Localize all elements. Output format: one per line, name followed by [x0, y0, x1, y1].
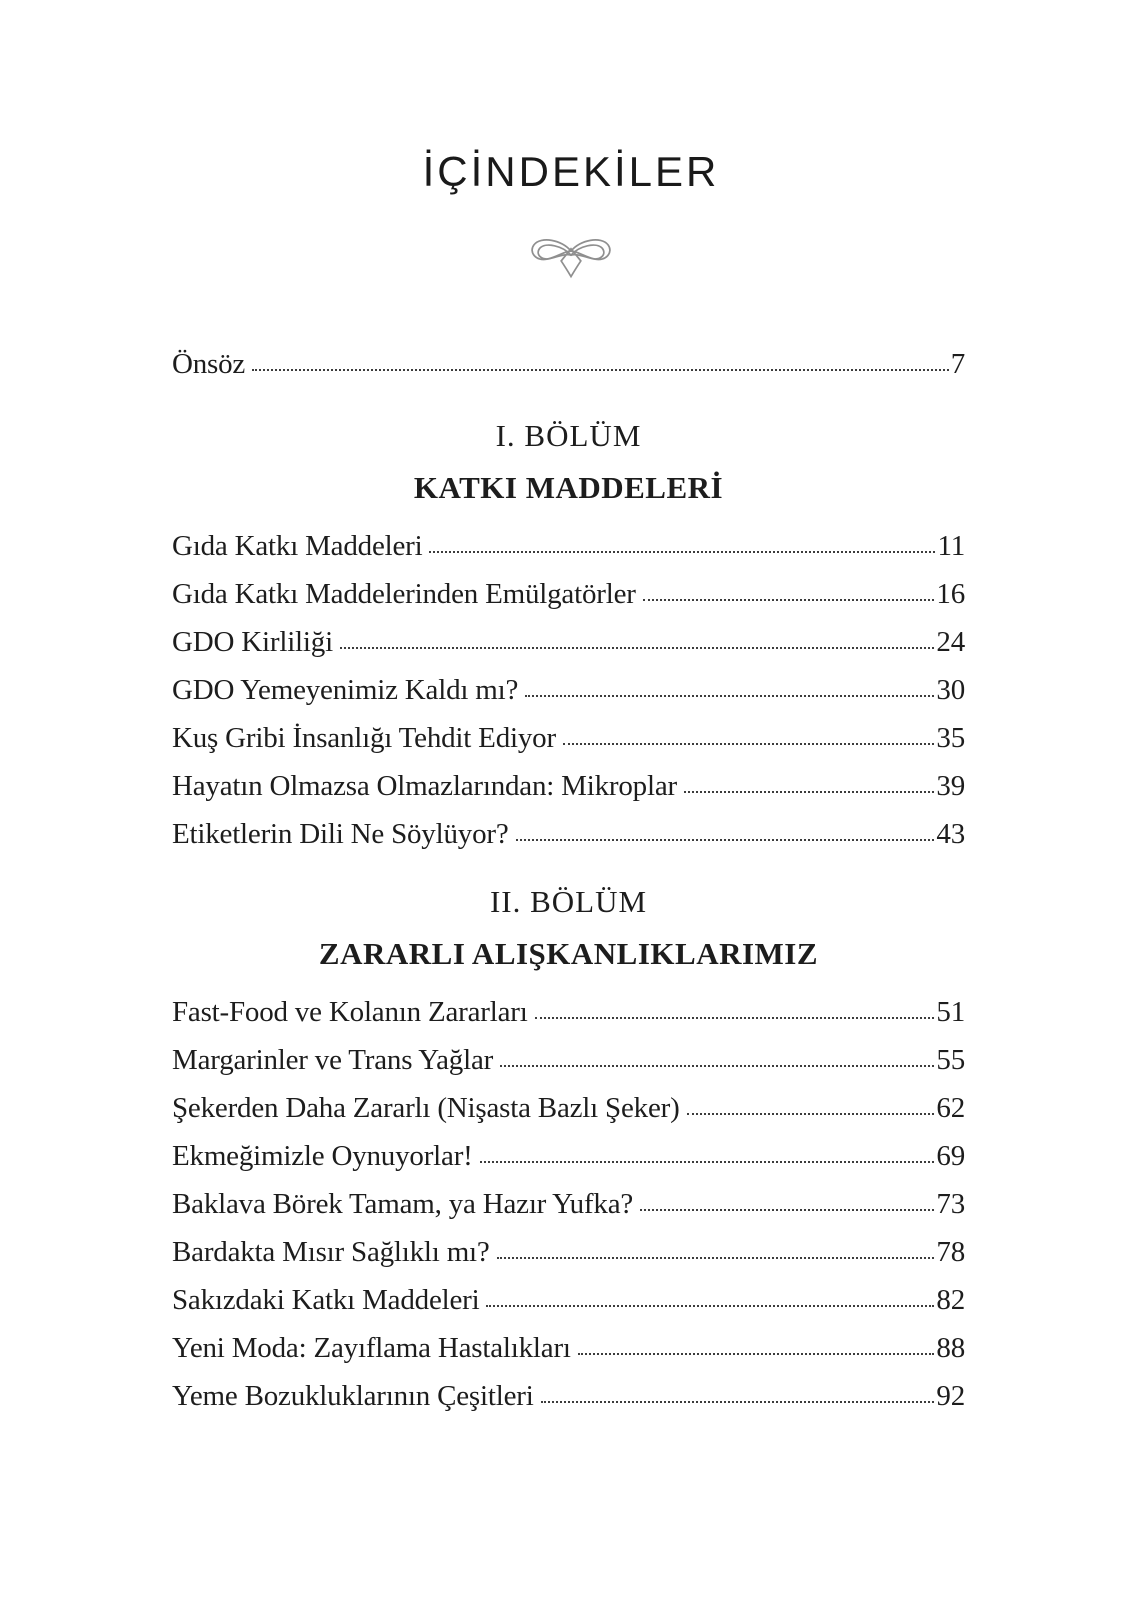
- leader-dots: [578, 1353, 935, 1355]
- toc-entry: [172, 810, 965, 858]
- entry-label: Hayatın Olmazsa Olmazlarından: Mikroplar: [172, 770, 677, 802]
- toc-entry: [172, 666, 965, 714]
- section-2-title: ZARARLI ALIŞKANLIKLARIMIZ: [318, 936, 819, 971]
- entry-label: GDO Yemeyenimiz Kaldı mı?: [172, 674, 519, 706]
- toc-entry: [172, 988, 965, 1036]
- toc-entry-preface: [172, 346, 965, 382]
- toc-entry: [172, 1372, 965, 1420]
- entry-page: 51: [936, 996, 965, 1028]
- toc-entry: [172, 1276, 965, 1324]
- toc-entry: [172, 522, 965, 570]
- toc-entry: [172, 570, 965, 618]
- section-1-entries: [172, 522, 965, 858]
- entry-page: 30: [936, 674, 965, 706]
- toc-content: [172, 346, 965, 1420]
- toc-entry: [172, 618, 965, 666]
- entry-label: Baklava Börek Tamam, ya Hazır Yufka?: [172, 1188, 634, 1220]
- leader-dots: [563, 743, 934, 745]
- entry-page: 35: [936, 722, 965, 754]
- toc-entry: [172, 1228, 965, 1276]
- toc-entry: [172, 1084, 965, 1132]
- toc-entry: [172, 1324, 965, 1372]
- entry-label: Gıda Katkı Maddelerinden Emülgatörler: [172, 578, 636, 610]
- section-1-title: KATKI MADDELERİ: [413, 470, 724, 505]
- leader-dots: [480, 1161, 935, 1163]
- entry-label: GDO Kirliliği: [172, 626, 333, 658]
- entry-page: 78: [936, 1236, 965, 1268]
- entry-page: 62: [936, 1092, 965, 1124]
- entry-page: 55: [936, 1044, 965, 1076]
- entry-label: Kuş Gribi İnsanlığı Tehdit Ediyor: [172, 722, 556, 754]
- leader-dots: [500, 1065, 934, 1067]
- entry-label: Şekerden Daha Zararlı (Nişasta Bazlı Şeker): [172, 1092, 680, 1124]
- page-title: İÇİNDEKİLER: [422, 148, 720, 195]
- leader-dots: [497, 1257, 935, 1259]
- leader-dots: [252, 369, 949, 371]
- entry-label: Margarinler ve Trans Yağlar: [172, 1044, 494, 1076]
- leader-dots: [640, 1209, 934, 1211]
- flourish-ornament-icon: [523, 228, 619, 280]
- section-1-number: I. BÖLÜM: [495, 418, 642, 453]
- section-2-entries: [172, 988, 965, 1420]
- entry-page: 92: [936, 1380, 965, 1412]
- entry-label: Ekmeğimizle Oynuyorlar!: [172, 1140, 473, 1172]
- entry-page: 69: [936, 1140, 965, 1172]
- leader-dots: [486, 1305, 934, 1307]
- leader-dots: [684, 791, 934, 793]
- toc-entry: [172, 714, 965, 762]
- toc-entry: [172, 1180, 965, 1228]
- entry-page: 43: [936, 818, 965, 850]
- leader-dots: [525, 695, 934, 697]
- entry-page: 73: [936, 1188, 965, 1220]
- entry-label: Sakızdaki Katkı Maddeleri: [172, 1284, 480, 1316]
- entry-label: Yeme Bozukluklarının Çeşitleri: [172, 1380, 534, 1412]
- entry-label: Bardakta Mısır Sağlıklı mı?: [172, 1236, 490, 1268]
- section-2-number: II. BÖLÜM: [489, 884, 648, 919]
- leader-dots: [687, 1113, 935, 1115]
- entry-label: Yeni Moda: Zayıflama Hastalıkları: [172, 1332, 571, 1364]
- entry-label: Önsöz: [172, 348, 246, 380]
- entry-label: Etiketlerin Dili Ne Söylüyor?: [172, 818, 509, 850]
- toc-entry: [172, 762, 965, 810]
- leader-dots: [535, 1017, 935, 1019]
- entry-page: 7: [950, 348, 965, 380]
- toc-entry: [172, 1132, 965, 1180]
- entry-page: 11: [937, 530, 965, 562]
- entry-label: Gıda Katkı Maddeleri: [172, 530, 423, 562]
- entry-page: 24: [936, 626, 965, 658]
- leader-dots: [340, 647, 934, 649]
- toc-entry: [172, 1036, 965, 1084]
- entry-page: 82: [936, 1284, 965, 1316]
- leader-dots: [516, 839, 935, 841]
- leader-dots: [541, 1401, 935, 1403]
- leader-dots: [643, 599, 935, 601]
- entry-page: 16: [936, 578, 965, 610]
- entry-label: Fast-Food ve Kolanın Zararları: [172, 996, 528, 1028]
- entry-page: 88: [936, 1332, 965, 1364]
- entry-page: 39: [936, 770, 965, 802]
- leader-dots: [429, 551, 935, 553]
